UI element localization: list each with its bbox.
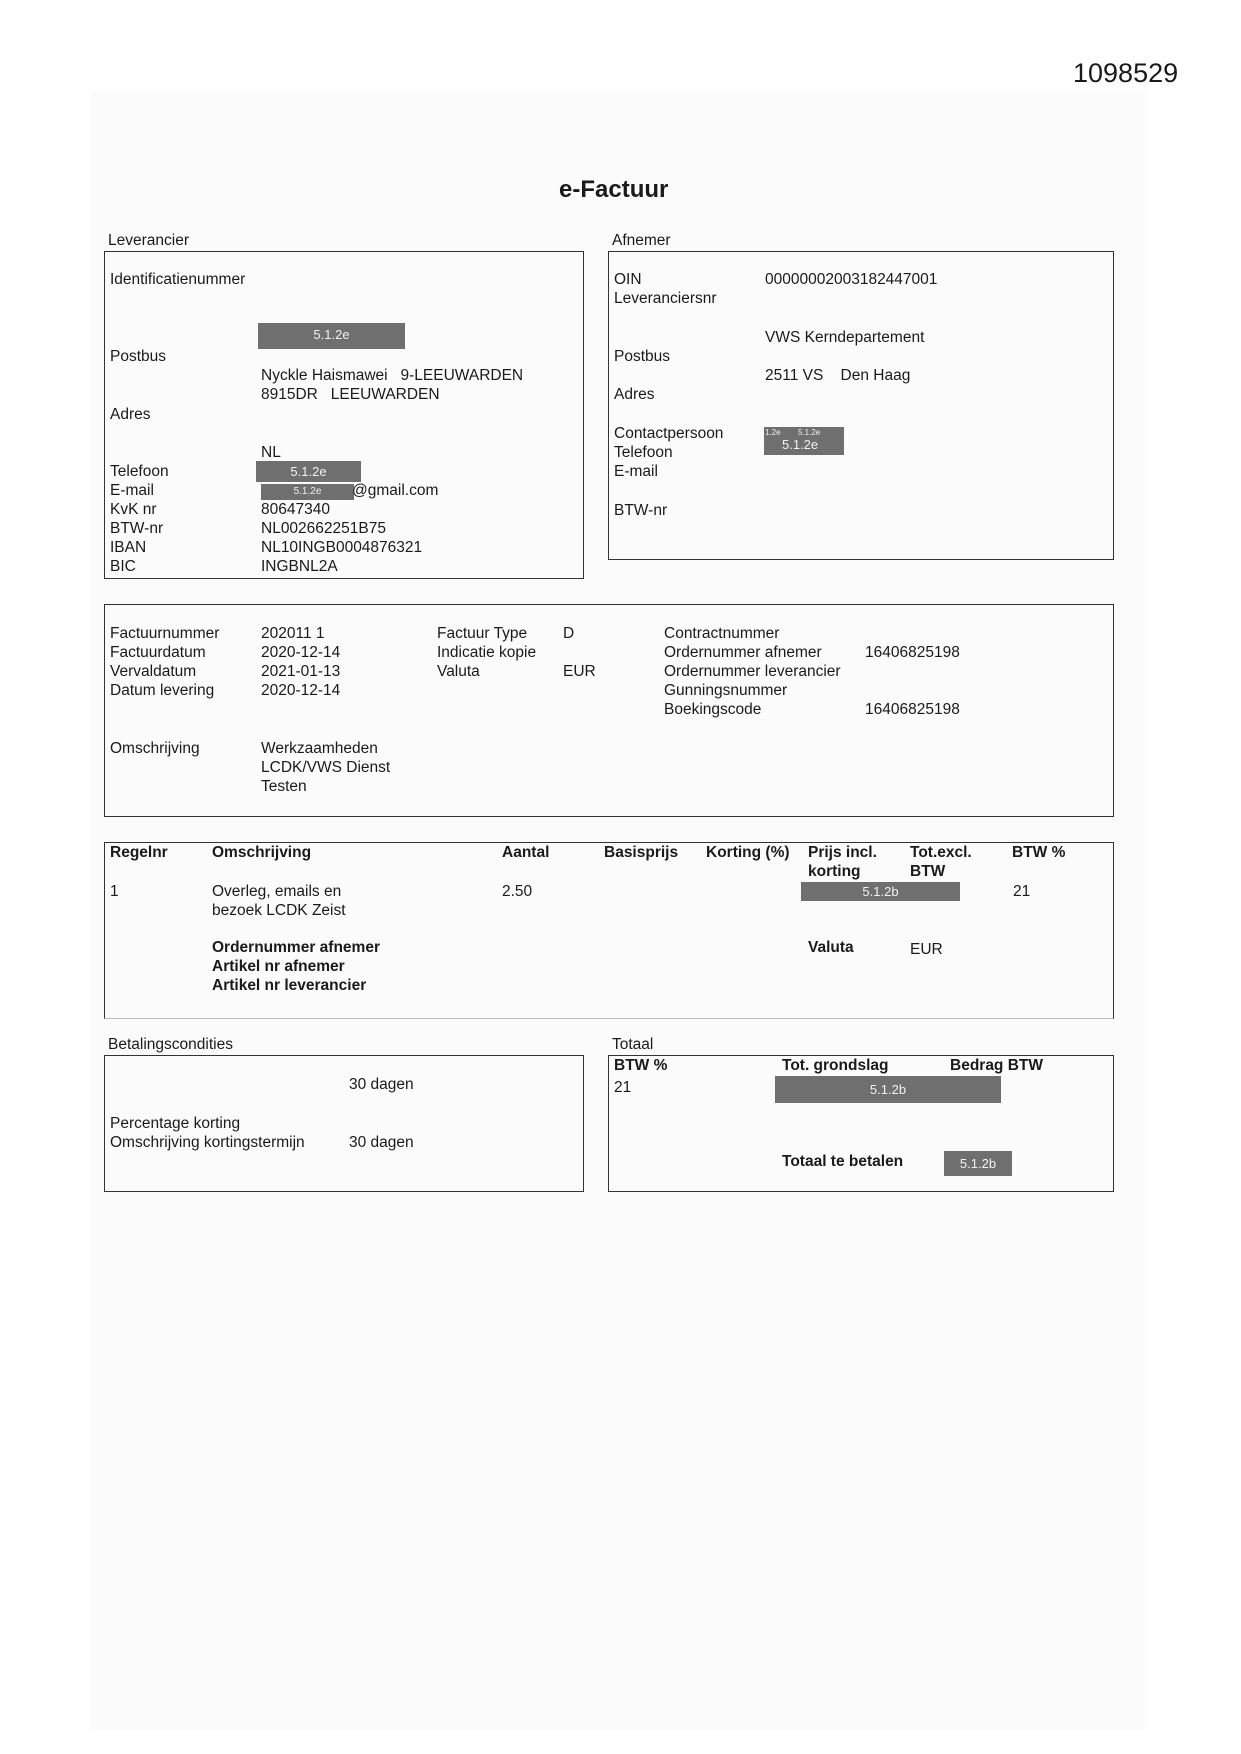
line-aantal: 2.50 — [502, 883, 533, 900]
header-btw-percent: BTW % — [1012, 844, 1066, 861]
omschrijving-line1: Werkzaamheden — [261, 740, 378, 757]
redacted-contact-a: 1.2e — [765, 428, 781, 437]
header-tot-excl: Tot.excl. — [910, 844, 972, 861]
redacted-totaal-te-betalen: 5.1.2b — [944, 1151, 1012, 1176]
header-prijs-korting: korting — [808, 863, 861, 880]
header-basisprijs: Basisprijs — [604, 844, 679, 861]
header-aantal: Aantal — [502, 844, 550, 861]
header-tot-excl-btw: BTW — [910, 863, 946, 880]
label-ordernummer-afnemer: Ordernummer afnemer — [664, 644, 822, 661]
afnemer-section-label: Afnemer — [612, 232, 671, 249]
label-factuurdatum: Factuurdatum — [110, 644, 206, 661]
sub-label-artikel-leverancier: Artikel nr leverancier — [212, 977, 367, 994]
customer-postbus: 2511 VS Den Haag — [765, 367, 911, 384]
redacted-line-amounts: 5.1.2b — [801, 882, 960, 901]
totaal-section-label: Totaal — [612, 1036, 654, 1053]
label-customer-telefoon: Telefoon — [614, 444, 673, 461]
sub-label-valuta: Valuta — [808, 939, 854, 956]
redacted-supplier-name: 5.1.2e — [258, 323, 405, 349]
kortingstermijn: 30 dagen — [349, 1134, 414, 1151]
redacted-contact-c: 5.1.2e — [782, 437, 819, 452]
label-omschrijving-kortingstermijn: Omschrijving kortingstermijn — [110, 1134, 305, 1151]
label-oin: OIN — [614, 271, 642, 288]
omschrijving-line2: LCDK/VWS Dienst — [261, 759, 391, 776]
label-customer-btw: BTW-nr — [614, 502, 668, 519]
header-omschrijving: Omschrijving — [212, 844, 312, 861]
supplier-btw: NL002662251B75 — [261, 520, 386, 537]
label-gunningsnummer: Gunningsnummer — [664, 682, 788, 699]
label-email: E-mail — [110, 482, 154, 499]
boekingscode: 16406825198 — [865, 701, 960, 718]
vervaldatum: 2021-01-13 — [261, 663, 341, 680]
totaal-header-btw: BTW % — [614, 1057, 668, 1074]
header-korting: Korting (%) — [706, 844, 790, 861]
supplier-email-domain: @gmail.com — [352, 482, 439, 499]
label-ordernummer-leverancier: Ordernummer leverancier — [664, 663, 841, 680]
label-datum-levering: Datum levering — [110, 682, 215, 699]
label-telefoon: Telefoon — [110, 463, 169, 480]
supplier-address-line1: Nyckle Haismawei 9-LEEUWARDEN — [261, 367, 524, 384]
document-number: 1098529 — [1073, 58, 1179, 88]
redacted-grondslag: 5.1.2b — [775, 1076, 1001, 1103]
betalingstermijn: 30 dagen — [349, 1076, 414, 1093]
supplier-country: NL — [261, 444, 281, 461]
label-identificatienummer: Identificatienummer — [110, 271, 246, 288]
supplier-kvk: 80647340 — [261, 501, 330, 518]
label-leveranciersnr: Leveranciersnr — [614, 290, 717, 307]
label-adres: Adres — [110, 406, 151, 423]
redacted-supplier-email: 5.1.2e — [261, 484, 354, 500]
valuta: EUR — [563, 663, 596, 680]
header-prijs-incl: Prijs incl. — [808, 844, 877, 861]
label-indicatie-kopie: Indicatie kopie — [437, 644, 537, 661]
label-vervaldatum: Vervaldatum — [110, 663, 197, 680]
redacted-supplier-phone: 5.1.2e — [256, 461, 361, 482]
ordernummer-afnemer: 16406825198 — [865, 644, 960, 661]
label-valuta: Valuta — [437, 663, 480, 680]
page-title: e-Factuur — [559, 176, 669, 203]
label-percentage-korting: Percentage korting — [110, 1115, 241, 1132]
label-btw: BTW-nr — [110, 520, 164, 537]
supplier-bic: INGBNL2A — [261, 558, 338, 575]
redacted-contact-person — [764, 427, 844, 455]
totaal-header-bedrag-btw: Bedrag BTW — [950, 1057, 1043, 1074]
header-regelnr: Regelnr — [110, 844, 168, 861]
totaal-header-grondslag: Tot. grondslag — [782, 1057, 889, 1074]
label-contactpersoon: Contactpersoon — [614, 425, 724, 442]
label-bic: BIC — [110, 558, 136, 575]
redacted-contact-b: 5.1.2e — [798, 428, 821, 437]
supplier-iban: NL10INGB0004876321 — [261, 539, 423, 556]
line-valuta: EUR — [910, 941, 943, 958]
label-totaal-te-betalen: Totaal te betalen — [782, 1153, 904, 1170]
datum-levering: 2020-12-14 — [261, 682, 341, 699]
customer-name: VWS Kerndepartement — [765, 329, 925, 346]
supplier-address-line2: 8915DR LEEUWARDEN — [261, 386, 440, 403]
totaal-btw: 21 — [614, 1079, 632, 1096]
label-factuurnummer: Factuurnummer — [110, 625, 220, 642]
label-postbus: Postbus — [110, 348, 167, 365]
label-customer-adres: Adres — [614, 386, 655, 403]
invoice-details-box — [104, 604, 1114, 817]
factuurdatum: 2020-12-14 — [261, 644, 341, 661]
customer-oin: 00000002003182447001 — [765, 271, 938, 288]
label-boekingscode: Boekingscode — [664, 701, 762, 718]
label-kvk: KvK nr — [110, 501, 157, 518]
sub-label-ordernummer-afnemer: Ordernummer afnemer — [212, 939, 380, 956]
line-omschrijving-2: bezoek LCDK Zeist — [212, 902, 346, 919]
sub-label-artikel-afnemer: Artikel nr afnemer — [212, 958, 345, 975]
label-iban: IBAN — [110, 539, 147, 556]
label-customer-postbus: Postbus — [614, 348, 671, 365]
label-omschrijving: Omschrijving — [110, 740, 200, 757]
betalingscondities-section-label: Betalingscondities — [108, 1036, 233, 1053]
label-customer-email: E-mail — [614, 463, 658, 480]
line-btw: 21 — [1013, 883, 1031, 900]
label-contractnummer: Contractnummer — [664, 625, 780, 642]
factuur-type: D — [563, 625, 575, 642]
factuurnummer: 202011 1 — [261, 625, 325, 642]
line-regelnr: 1 — [110, 883, 119, 900]
leverancier-section-label: Leverancier — [108, 232, 189, 249]
line-omschrijving-1: Overleg, emails en — [212, 883, 342, 900]
label-factuur-type: Factuur Type — [437, 625, 528, 642]
omschrijving-line3: Testen — [261, 778, 307, 795]
